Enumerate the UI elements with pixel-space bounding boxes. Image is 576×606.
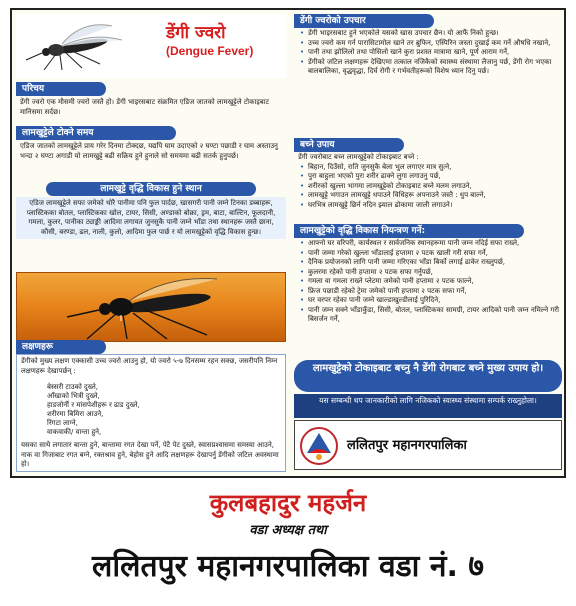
list-item: • डेंगीको जटिल लक्षणहरू देखिएमा तत्काल नजिकैको स्वास्थ्य संस्थामा लैजानु पर्छ, डेंगी रोग भएका बालबालिका, वृद्धवृद्धा, दिर्घ रोगी र गर्भवतीहरूको विशेष ध्यान दिनु पर्छ। bbox=[294, 58, 562, 77]
list-item: • बिहान, दिउँसो, राति जुनसुकै बेला भुल लगाएर मात्र सुत्ने, bbox=[294, 163, 562, 173]
list-item: • आफ्नो घर वरिपरी, कार्यस्थल र सार्वजनिक स्थानहरूमा पानी जम्न नदिई सफा राख्ने, bbox=[294, 239, 562, 249]
municipality-name: ललितपुर महानगरपालिका bbox=[347, 438, 467, 453]
symptoms-intro: डेंगीको मुख्य लक्षण एक्कासी उच्च ज्वरो आउनु हो, यो ज्वरो ५-७ दिनसम्म रहन सक्छ, जसरीपनि निम्न लक्षणहरू देखापर्छन् : bbox=[21, 357, 278, 375]
list-item: • पुरा बाहुला भएको पुरा शरीर ढाक्ने लुगा लगाउनु पर्छ, bbox=[294, 172, 562, 182]
list-item: शरीरमा बिमिरा आउने, bbox=[47, 410, 104, 418]
list-item: • घरभित्र लामखुट्टे छिर्न नदिन झ्याल ढोकामा जाली लगाउने। bbox=[294, 201, 562, 211]
title-panel bbox=[16, 14, 286, 78]
list-item: हाडजोर्नी र मांसपेशीहरू र ढाड दुख्ने, bbox=[47, 401, 140, 409]
control-list bbox=[294, 239, 562, 325]
list-item: • फ्रिज पछाडी रहेको ट्रेमा जमेको पानी हप्तामा २ पटक सफा गर्ने, bbox=[294, 287, 562, 297]
title-nepali: डेंगी ज्वरो bbox=[166, 23, 226, 43]
treatment-list bbox=[294, 29, 562, 77]
breeding-text: एडिज लामखुट्टेले सफा जमेको थोरै पानीमा पनि फुल पार्दछ, खासगरी पानी जम्ने टिनका डब्बाहरू, प्लास्टिकका बोतल, प्लास्टिकका खोल, टायर, सिसी, अण्डाको बोक्रा, ड्रम, बाटा, बाल्टिन, फूलदानी, गमला, कुलर, पानीका ट्याङ्की आदिमा लगायत जुनसुकै पानी जम्ने भाँडा तथा स्थानहरू जस्तै छाना, कौसी, बरण्डा, ढल, नाली, कुलो, आदिमा फुल पार्छ र यो लामखुट्टेको वृद्धि विकास हुन्छ। bbox=[16, 197, 286, 239]
list-item: बेस्सरी टाउको दुख्ने, bbox=[47, 383, 98, 391]
list-item: • लामखुट्टे भगाउन लामखुट्टे धपाउने विधिहरू अपनाउने जस्तै : धुप बाल्ने, bbox=[294, 191, 562, 201]
prevention-intro: डेंगी ज्वरोबाट बच्न लामखुट्टेको टोकाइबाट बच्ने : bbox=[298, 153, 419, 161]
sponsor-office: ललितपुर महानगरपालिका वडा नं. ७ bbox=[92, 549, 484, 584]
mosquito-photo-icon bbox=[17, 273, 285, 341]
list-item: • दैनिक प्रयोजनको लागि पानी जम्मा गरिएका भाँडा बिर्को लगाई ढाकेर राख्नुपर्छ, bbox=[294, 258, 562, 268]
list-item: रिंगटा लाग्ने, bbox=[47, 419, 78, 427]
poster-frame bbox=[10, 8, 566, 478]
sponsor-role: वडा अध्यक्ष तथा bbox=[249, 523, 327, 538]
list-item: • उच्च ज्वरो कम गर्न पारासिटामोल खाने तर ब्रुफिन, एस्पिरिन जस्ता दुखाई कम गर्ने औषधि नखाने, bbox=[294, 39, 562, 49]
symptoms-outro: यसका साथै लगातार बान्ता हुने, बान्तामा रगत देखा पर्ने, पेटै पेट दुख्ने, स्वासप्रश्वासमा समस्या आउने, नाक वा गिजाबाट रगत बग्ने, रक्तश्राव हुने, बेहोस हुने आदि लक्षणहरू देखापर्नु डेंगीको जटिल अवस्थामा हो। bbox=[21, 441, 279, 468]
municipality-emblem-icon bbox=[299, 425, 339, 467]
breeding-heading: लामखुट्टे वृद्धि विकास हुने स्थान bbox=[46, 182, 256, 196]
contact-note: यस सम्बन्धी थप जानकारीको लागि नजिकको स्वास्थ्य संस्थामा सम्पर्क राख्नुहोला। bbox=[294, 394, 562, 418]
bite-time-text: एडिज जातको लामखुट्टेले प्राय गरेर दिनमा टोक्दछ, यद्यपि घाम उदाएको २ घण्टा पछाडी र घाम अस्ताउनु भन्दा २ घण्टा अगाडी यो लामखुट्टे बढी सक्रिय हुने हुनाले सो समयमा बढी सतर्क हुनुपर्छ। bbox=[20, 142, 278, 160]
slogan-banner: लामखुट्टेको टोकाइबाट बच्नु नै डेंगी रोगबाट बच्ने मुख्य उपाय हो। bbox=[294, 360, 562, 392]
municipality-panel bbox=[294, 420, 562, 470]
treatment-heading: डेंगी ज्वरोको उपचार bbox=[294, 14, 434, 28]
list-item: • घर वरपर रहेका पानी जम्ने खाल्डाखुल्डीलाई पुरिदिने, bbox=[294, 296, 562, 306]
mosquito-photo bbox=[16, 272, 286, 342]
list-item: • पानी जम्मा गरेको खुल्ला भाँडालाई हप्तामा २ पटक खाली गरी सफा गर्ने, bbox=[294, 249, 562, 259]
intro-text: डेंगी ज्वरो एक मौसमी ज्वरो जस्तै हो। डेंगी भाइरसबाट संक्रमित एडिज जातको लामखुट्टेले टोकाइबाट मानिसमा सर्दछ। bbox=[20, 98, 270, 116]
list-item: • पानी तथा झोलिलो तथा पोसिलो खाने कुरा प्रशस्त मात्रामा खाने, पूर्ण आराम गर्ने, bbox=[294, 48, 562, 58]
left-column bbox=[16, 14, 286, 472]
bite-time-heading: लामखुट्टेले टोक्ने समय bbox=[16, 126, 176, 140]
symptoms-heading: लक्षणहरू bbox=[16, 340, 106, 354]
list-item: वाकवाकी/ वान्ता हुने, bbox=[47, 428, 102, 436]
prevention-list bbox=[294, 153, 562, 210]
list-item: • डेंगी भाइरसबाट हुने भएकोले यसको खास उपचार छैन। यो आफैं निको हुन्छ। bbox=[294, 29, 562, 39]
list-item: • शरीरको खुल्ला भागमा लामखुट्टेको टोकाइबाट बच्ने मलम लगाउने, bbox=[294, 182, 562, 192]
sponsor-name: कुलबहादुर महर्जन bbox=[209, 489, 367, 517]
list-item: आँखाको भित्री दुख्ने, bbox=[47, 392, 100, 400]
title-english: (Dengue Fever) bbox=[166, 44, 254, 58]
control-heading: लामखुट्टेको वृद्धि विकास नियन्त्रण गर्ने: bbox=[294, 224, 524, 238]
mosquito-icon bbox=[22, 20, 132, 72]
symptoms-list bbox=[17, 383, 285, 437]
list-item: • कुलरमा रहेको पानी हप्तामा २ पटक सफा गर्नुपर्छ, bbox=[294, 268, 562, 278]
prevention-heading: बच्ने उपाय bbox=[294, 138, 404, 152]
symptoms-panel bbox=[16, 354, 286, 472]
intro-heading: परिचय bbox=[16, 82, 106, 96]
list-item: • गमला वा गमला राख्ने प्लेटमा जमेको पानी हप्तामा २ पटक फाल्ने, bbox=[294, 277, 562, 287]
list-item: • पानी जम्न सक्ने भाँडाकुँडा, सिसी, बोतल, प्लास्टिकका सामग्री, टायर आदिको पानी जम्न नमिल्ने गरी बिसर्जन गर्ने, bbox=[294, 306, 562, 325]
right-column bbox=[294, 14, 562, 472]
